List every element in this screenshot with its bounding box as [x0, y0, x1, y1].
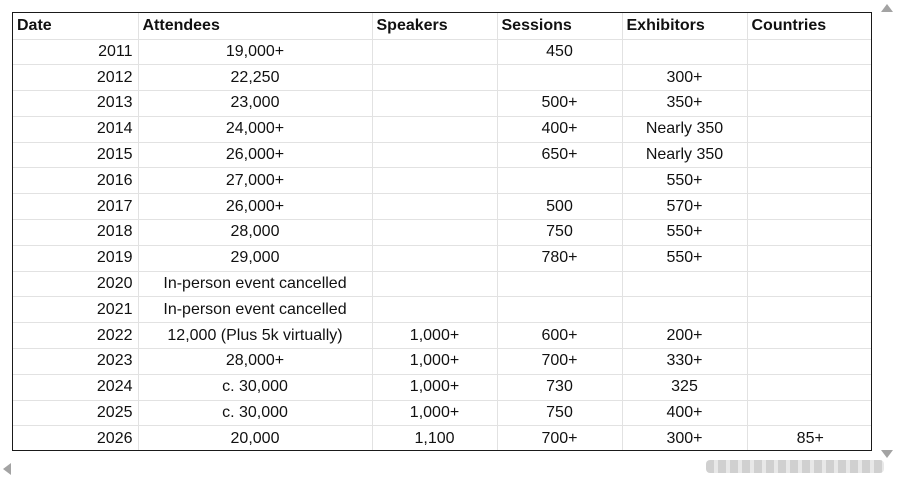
column-header-speakers[interactable]: Speakers: [372, 13, 497, 39]
table-row: [13, 400, 872, 426]
table-cell[interactable]: [747, 245, 872, 271]
table-cell[interactable]: [372, 297, 497, 323]
table-cell[interactable]: 500: [497, 194, 622, 220]
table-cell[interactable]: 1,000+: [372, 349, 497, 375]
table-cell[interactable]: 85+: [796, 430, 824, 448]
table-cell[interactable]: 12,000 (Plus 5k virtually): [138, 323, 372, 349]
table-cell[interactable]: [747, 374, 872, 400]
table-cell[interactable]: [497, 168, 622, 194]
column-header-exhibitors[interactable]: Exhibitors: [622, 13, 747, 39]
table-cell[interactable]: Nearly 350: [622, 142, 747, 168]
spreadsheet-grid: [12, 12, 872, 451]
table-cell[interactable]: c. 30,000: [138, 374, 372, 400]
table-cell[interactable]: 20,000: [138, 426, 372, 451]
header-row: [13, 13, 872, 39]
table-cell[interactable]: [747, 142, 872, 168]
table-cell[interactable]: 570+: [622, 194, 747, 220]
table-cell[interactable]: 325: [622, 374, 747, 400]
table-cell[interactable]: Nearly 350: [622, 116, 747, 142]
table-row: [13, 194, 872, 220]
table-cell[interactable]: 28,000: [138, 220, 372, 246]
table-cell[interactable]: 780+: [497, 245, 622, 271]
table-cell[interactable]: 19,000+: [138, 39, 372, 65]
table-cell[interactable]: [372, 220, 497, 246]
arrow-left-icon[interactable]: [3, 463, 11, 475]
arrow-up-icon[interactable]: [881, 4, 893, 12]
table-cell[interactable]: 24,000+: [138, 116, 372, 142]
table-cell[interactable]: 1,000+: [372, 374, 497, 400]
table-row: [13, 349, 872, 375]
table-cell[interactable]: [372, 194, 497, 220]
table-cell[interactable]: [622, 39, 747, 65]
table-cell[interactable]: 2025: [13, 400, 138, 426]
table-cell[interactable]: [372, 65, 497, 91]
table-cell[interactable]: [372, 142, 497, 168]
table-cell[interactable]: [497, 65, 622, 91]
table-row: [13, 297, 872, 323]
table-cell[interactable]: [747, 220, 872, 246]
table-cell[interactable]: 350+: [622, 91, 747, 117]
table-cell[interactable]: [372, 91, 497, 117]
table-cell[interactable]: 2023: [13, 349, 138, 375]
table-cell[interactable]: [747, 91, 872, 117]
table-cell[interactable]: [747, 323, 872, 349]
table-cell[interactable]: 2026: [13, 426, 138, 451]
table-cell[interactable]: 700+: [497, 349, 622, 375]
table-row: [13, 39, 872, 65]
table-row: [13, 65, 872, 91]
table-cell[interactable]: [622, 271, 747, 297]
column-header-attendees[interactable]: Attendees: [138, 13, 372, 39]
table-cell[interactable]: 730: [497, 374, 622, 400]
table-row: [13, 245, 872, 271]
table-cell[interactable]: 2022: [13, 323, 138, 349]
table-cell[interactable]: 2019: [13, 245, 138, 271]
table-cell[interactable]: c. 30,000: [138, 400, 372, 426]
data-table: [13, 13, 872, 451]
table-cell[interactable]: [747, 116, 872, 142]
table-cell[interactable]: 23,000: [138, 91, 372, 117]
table-cell[interactable]: [747, 297, 872, 323]
table-cell[interactable]: [747, 168, 872, 194]
table-cell[interactable]: [372, 39, 497, 65]
table-cell[interactable]: [497, 271, 622, 297]
table-row: [13, 116, 872, 142]
table-cell[interactable]: 600+: [497, 323, 622, 349]
table-cell[interactable]: 2024: [13, 374, 138, 400]
table-cell[interactable]: [372, 271, 497, 297]
table-cell[interactable]: 650+: [497, 142, 622, 168]
table-cell[interactable]: [747, 65, 872, 91]
table-cell[interactable]: 26,000+: [138, 194, 372, 220]
table-row: [13, 91, 872, 117]
table-cell[interactable]: [747, 400, 872, 426]
table-cell[interactable]: 330+: [622, 349, 747, 375]
table-cell[interactable]: 22,250: [138, 65, 372, 91]
table-cell[interactable]: [747, 271, 872, 297]
arrow-down-icon[interactable]: [881, 450, 893, 458]
table-cell[interactable]: 2017: [13, 194, 138, 220]
column-header-date[interactable]: Date: [13, 13, 138, 39]
table-cell[interactable]: 2011: [13, 39, 138, 65]
table-body: [13, 39, 872, 451]
table-row: [13, 426, 872, 451]
table-row: [13, 271, 872, 297]
table-cell[interactable]: [747, 349, 872, 375]
table-cell[interactable]: 200+: [622, 323, 747, 349]
table-cell[interactable]: 550+: [622, 168, 747, 194]
table-cell[interactable]: 28,000+: [138, 349, 372, 375]
table-cell[interactable]: 550+: [622, 220, 747, 246]
table-cell[interactable]: 1,000+: [372, 400, 497, 426]
table-cell[interactable]: 2013: [13, 91, 138, 117]
table-cell[interactable]: [372, 168, 497, 194]
table-cell[interactable]: 2014: [13, 116, 138, 142]
table-row: [13, 220, 872, 246]
vertical-scrollbar[interactable]: [876, 0, 898, 458]
table-row: [13, 374, 872, 400]
table-cell[interactable]: 300+: [622, 426, 747, 451]
horizontal-scrollbar[interactable]: [0, 458, 898, 478]
table-row: [13, 168, 872, 194]
table-cell[interactable]: 450: [497, 39, 622, 65]
table-cell[interactable]: 550+: [622, 245, 747, 271]
table-cell[interactable]: [372, 245, 497, 271]
table-cell[interactable]: In-person event cancelled: [138, 297, 372, 323]
table-cell[interactable]: 750: [497, 400, 622, 426]
table-cell[interactable]: 500+: [497, 91, 622, 117]
table-cell[interactable]: 400+: [497, 116, 622, 142]
table-cell[interactable]: [497, 297, 622, 323]
table-cell[interactable]: 2021: [13, 297, 138, 323]
table-cell[interactable]: 700+: [497, 426, 622, 451]
table-cell[interactable]: 27,000+: [138, 168, 372, 194]
horizontal-scroll-thumb[interactable]: [706, 460, 884, 473]
table-cell[interactable]: 750: [497, 220, 622, 246]
table-cell[interactable]: 2018: [13, 220, 138, 246]
table-cell[interactable]: 1,000+: [372, 323, 497, 349]
column-header-countries[interactable]: Countries: [747, 13, 872, 39]
table-cell[interactable]: 2015: [13, 142, 138, 168]
table-cell[interactable]: 2016: [13, 168, 138, 194]
table-cell[interactable]: [372, 116, 497, 142]
table-row: [13, 323, 872, 349]
column-header-sessions[interactable]: Sessions: [497, 13, 622, 39]
table-cell[interactable]: 2020: [13, 271, 138, 297]
table-cell[interactable]: 400+: [622, 400, 747, 426]
table-cell[interactable]: In-person event cancelled: [138, 271, 372, 297]
table-cell[interactable]: [622, 297, 747, 323]
table-cell[interactable]: 1,100: [372, 426, 497, 451]
table-cell[interactable]: 29,000: [138, 245, 372, 271]
table-cell[interactable]: 2012: [13, 65, 138, 91]
table-row: [13, 142, 872, 168]
table-cell[interactable]: [747, 194, 872, 220]
table-cell[interactable]: [747, 39, 872, 65]
table-cell[interactable]: 26,000+: [138, 142, 372, 168]
table-cell[interactable]: 300+: [622, 65, 747, 91]
